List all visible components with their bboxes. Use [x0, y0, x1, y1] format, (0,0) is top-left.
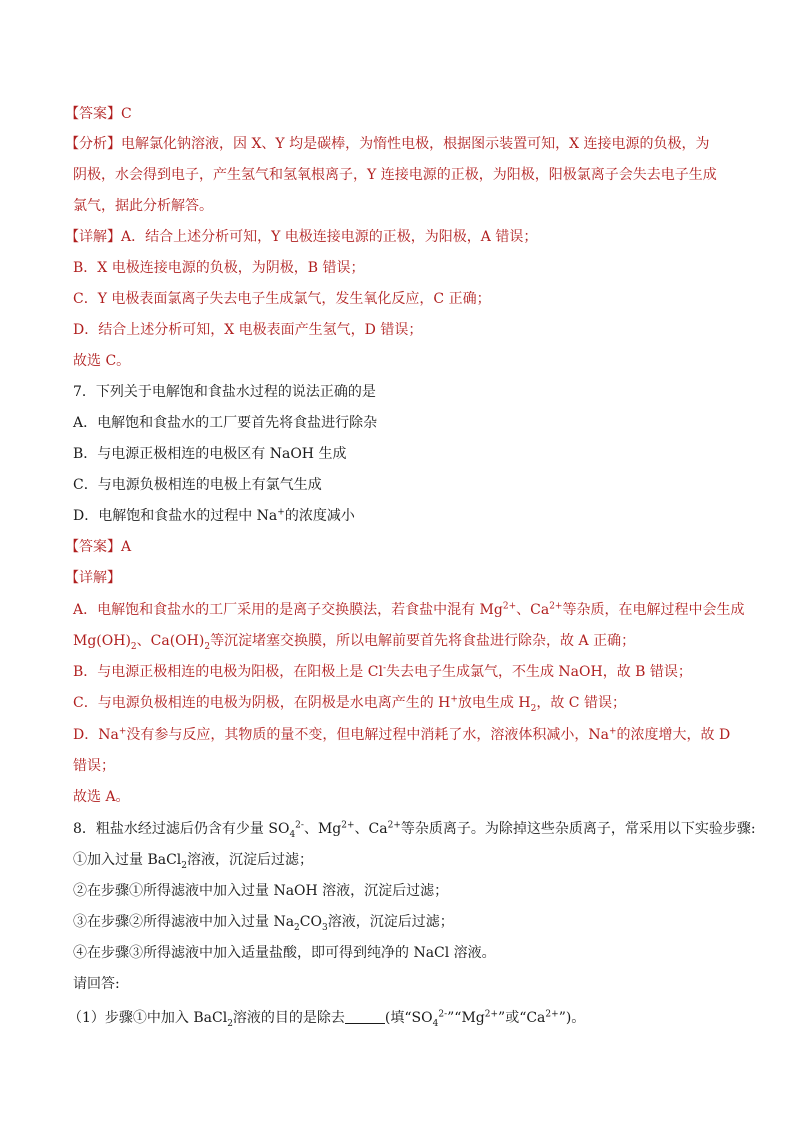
q7-option-d: D．电解饱和食盐水的过程中 Na+的浓度减小: [73, 507, 355, 524]
q7-detail-label: 【详解】: [65, 570, 121, 586]
q6-analysis-line-1: 【分析】电解氯化钠溶液，因 X、Y 均是碳棒，为惰性电极，根据图示装置可知，X 连接电源的负极，为: [65, 136, 710, 152]
q6-detail-b: B．X 电极连接电源的负极，为阴极，B 错误；: [73, 260, 365, 276]
q8-step-3: ③在步骤②所得滤液中加入过量 $Na_2CO_3$溶液，沉淀后过滤；: [73, 914, 454, 933]
q8-step-2: ②在步骤①所得滤液中加入过量 NaOH 溶液，沉淀后过滤；: [73, 883, 449, 899]
q7-option-b: B．与电源正极相连的电极区有 NaOH 生成: [73, 446, 347, 462]
q7-detail-c: C．与电源负极相连的电极为阴极，在阴极是水电离产生的 H+放电生成 $H_2$，故 C 错误；: [73, 694, 626, 714]
q8-please-answer: 请回答:: [73, 976, 120, 992]
q7-detail-a-line-1: A．电解饱和食盐水的工厂采用的是离子交换膜法，若食盐中混有 $Mg^{2+}$、$Ca^{2+}$等杂质，在电解过程中会生成: [73, 601, 745, 618]
q6-analysis-line-2: 阴极，水会得到电子，产生氢气和氢氧根离子，Y 连接电源的正极，为阳极，阳极氯离子会失去电子生成: [73, 167, 717, 183]
q8-step-1: ①加入过量 BaCl$_2$溶液，沉淀后过滤；: [73, 852, 314, 871]
q6-answer: 【答案】C: [65, 106, 132, 122]
q7-detail-d-line-2: 错误；: [73, 758, 115, 774]
q7-stem: 7．下列关于电解饱和食盐水过程的说法正确的是: [73, 384, 376, 400]
q7-detail-d-line-1: D．Na+没有参与反应，其物质的量不变，但电解过程中消耗了水，溶液体积减小，Na+的浓度增大，故 D: [73, 726, 731, 743]
q8-step-4: ④在步骤③所得滤液中加入适量盐酸，即可得到纯净的 NaCl 溶液。: [73, 945, 496, 961]
q7-detail-b: B．与电源正极相连的电极为阳极，在阳极上是 Cl-失去电子生成氯气，不生成 NaOH，故 B 错误；: [73, 663, 692, 680]
q7-detail-a-line-2: $Mg(OH)_2$、$Ca(OH)_2$等沉淀堵塞交换膜，所以电解前要首先将食盐进行除杂，故 A 正确；: [73, 633, 636, 652]
q6-conclusion: 故选 C。: [73, 353, 131, 369]
q8-stem: 8．粗盐水经过滤后仍含有少量 $SO_4^{2-}$、$Mg^{2+}$、$Ca^{2+}$等杂质离子。为除掉这些杂质离子，常采用以下实验步骤:: [73, 820, 756, 840]
q6-detail-a: 【详解】A．结合上述分析可知，Y 电极连接电源的正极，为阳极，A 错误；: [65, 229, 538, 245]
answer-blank[interactable]: [345, 1009, 385, 1024]
q6-detail-d: D．结合上述分析可知，X 电极表面产生氢气，D 错误；: [73, 322, 423, 338]
q7-option-c: C．与电源负极相连的电极上有氯气生成: [73, 477, 322, 493]
q6-analysis-line-3: 氯气，据此分析解答。: [73, 198, 213, 214]
q7-option-a: A．电解饱和食盐水的工厂要首先将食盐进行除杂: [73, 415, 378, 431]
q7-answer: 【答案】A: [65, 539, 132, 555]
q8-part-1: （1）步骤①中加入 BaCl$_2$溶液的目的是除去 (填“$SO_4^{2-}”“Mg^{2+}$”或“$Ca^{2+}$”)。: [68, 1009, 586, 1029]
q6-detail-c: C．Y 电极表面氯离子失去电子生成氯气，发生氧化反应，C 正确；: [73, 291, 491, 307]
q7-conclusion: 故选 A。: [73, 789, 130, 805]
